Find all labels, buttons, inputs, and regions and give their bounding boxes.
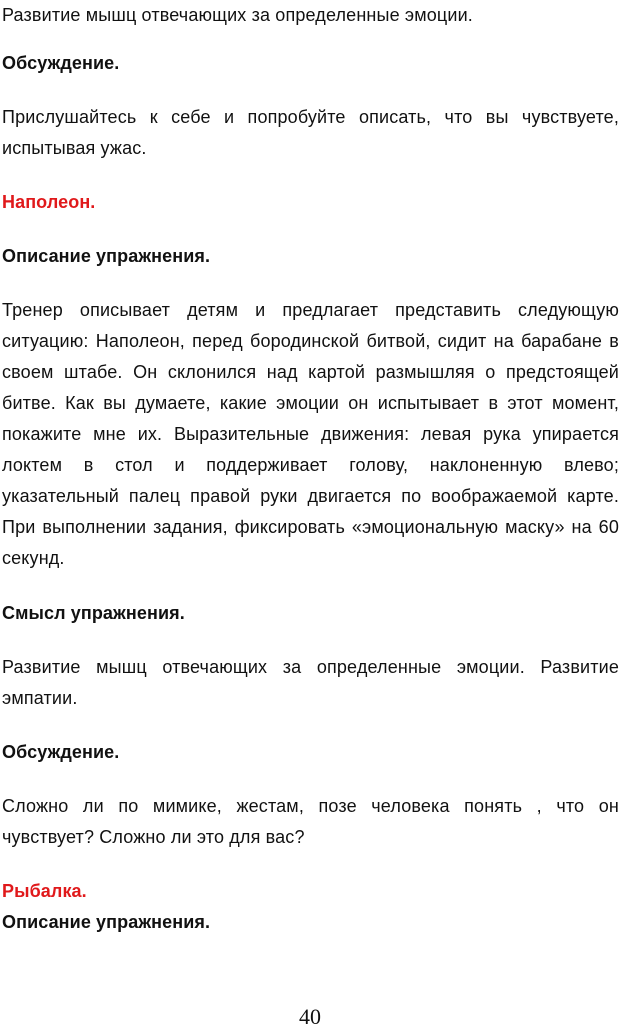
paragraph-facial-expression-question: Сложно ли по мимике, жестам, позе человека понять , что он чувствует? Сложно ли это для вас?	[2, 796, 619, 847]
heading-exercise-meaning: Смысл упражнения.	[2, 603, 185, 623]
heading-discussion-1: Обсуждение.	[2, 53, 120, 73]
paragraph-empathy-development: Развитие мышц отвечающих за определенные эмоции. Развитие эмпатии.	[2, 657, 619, 708]
exercise-title-napoleon: Наполеон.	[2, 192, 96, 212]
heading-exercise-description-1: Описание упражнения.	[2, 246, 211, 266]
heading-exercise-description-2: Описание упражнения.	[2, 912, 211, 932]
page-number: 40	[299, 1004, 321, 1029]
paragraph-napoleon-description: Тренер описывает детям и предлагает представить следующую ситуацию: Наполеон, перед бородинской битвой, сидит на барабане в своем штабе. Он склонился над картой размышляя о предстоящей битве. Как вы думаете, какие эмоции он испытывает в этот момент, покажите мне их. Выразительные движения: левая рука упирается локтем в стол и поддерживает голову, наклоненную влево; указательный палец правой руки двигается по воображаемой карте. При выполнении задания, фиксировать «эмоциональную маску» на 60 секунд.	[2, 300, 619, 568]
paragraph-muscle-development-intro: Развитие мышц отвечающих за определенные эмоции.	[2, 5, 473, 25]
paragraph-listen-to-yourself: Прислушайтесь к себе и попробуйте описать, что вы чувствуете, испытывая ужас.	[2, 107, 619, 158]
exercise-title-fishing: Рыбалка.	[2, 881, 87, 901]
heading-discussion-2: Обсуждение.	[2, 742, 120, 762]
